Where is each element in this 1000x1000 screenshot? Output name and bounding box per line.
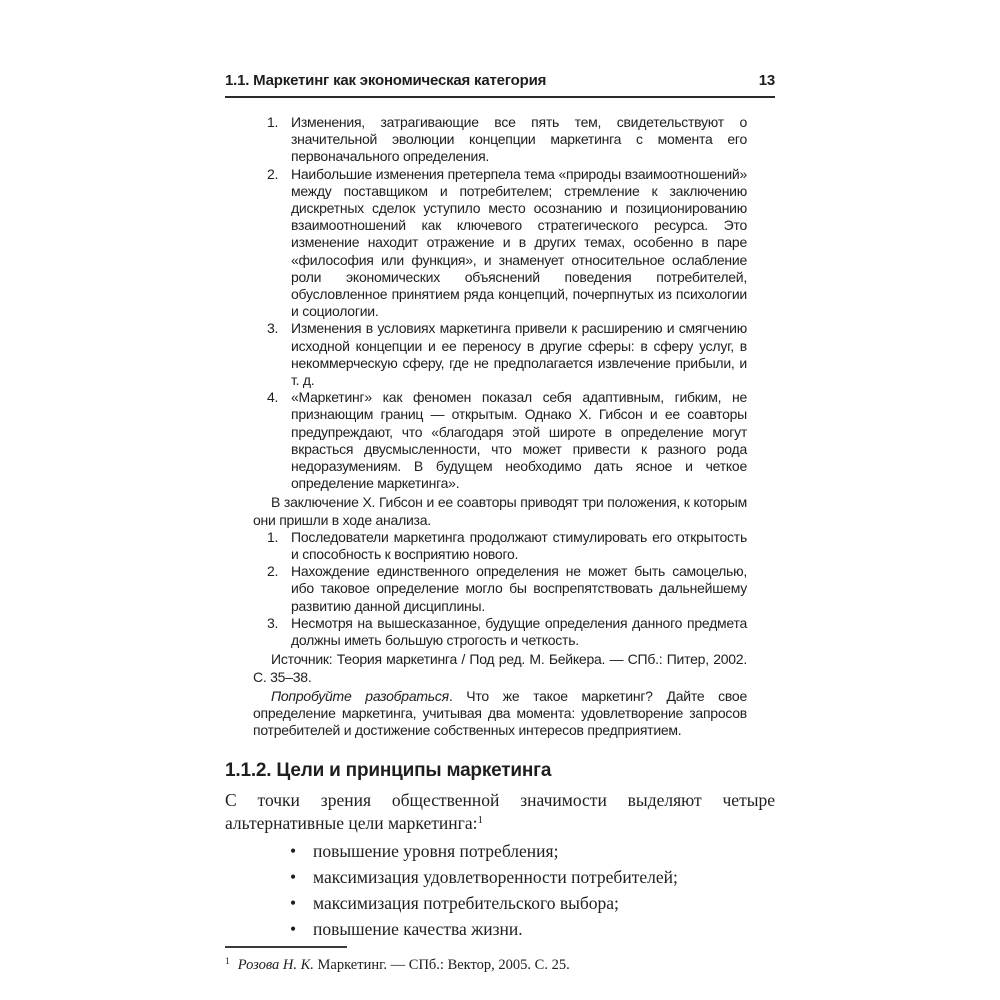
changes-numbered-list <box>253 114 747 492</box>
page-number: 13 <box>758 72 775 89</box>
list-item: Изменения, затрагивающие все пять тем, свидетельствуют о значительной эволюции концепции маркетинга с момента его первоначального определения. <box>291 114 747 165</box>
list-item: • максимизация удовлетворенности потребителей; <box>225 866 775 888</box>
goals-bullet-list <box>225 840 775 940</box>
list-item: • максимизация потребительского выбора; <box>225 892 775 914</box>
list-item: Изменения в условиях маркетинга привели к расширению и смягчению исходной концепции и ее переносу в другие сферы: в сферу услуг, в некоммерческую сферу, где не предполагается извлечение прибыли, и т. д. <box>291 320 747 389</box>
exercise-lead: Попробуйте разобраться <box>271 687 449 704</box>
running-title: 1.1. Маркетинг как экономическая категория <box>225 72 547 89</box>
footnote-citation: Маркетинг. — СПб.: Вектор, 2005. С. 25. <box>313 957 570 974</box>
list-item: • повышение уровня потребления; <box>225 840 775 862</box>
exercise-text: . Что же такое маркетинг? Дайте свое определение маркетинга, учитывая два момента: удовлетворение запросов потребителей и достижение собственных интересов предприятием. <box>253 687 747 739</box>
source-paragraph: Источник: Теория маркетинга / Под ред. М. Бейкера. — СПб.: Питер, 2002. С. 35–38. <box>253 651 747 685</box>
list-item: Несмотря на вышесказанное, будущие определения данного предмета должны иметь большую строгость и четкость. <box>291 614 747 649</box>
footnote-divider <box>225 946 347 948</box>
conclusion-paragraph: В заключение Х. Гибсон и ее соавторы приводят три положения, к которым они пришли в ходе анализа. <box>253 494 747 528</box>
exercise-paragraph <box>253 688 747 740</box>
footnote-text <box>225 953 775 974</box>
list-item: Нахождение единственного определения не может быть самоцелью, ибо таковое определение могло бы воспрепятствовать дальнейшему развитию данной дисциплины. <box>291 563 747 614</box>
excerpt-block <box>253 114 747 739</box>
footnote-number: 1 <box>225 957 230 968</box>
section-intro-text: С точки зрения общественной значимости выделяют четыре альтернативные цели маркетинга: <box>225 790 775 834</box>
positions-numbered-list <box>253 529 747 649</box>
list-item: Последователи маркетинга продолжают стимулировать его открытость и способность к восприятию нового. <box>291 528 747 563</box>
footnote <box>225 946 775 974</box>
section-heading: 1.1.2. Цели и принципы маркетинга <box>225 760 552 782</box>
footnote-reference: 1 <box>477 814 483 827</box>
list-item: «Маркетинг» как феномен показал себя адаптивным, гибким, не признающим границ — открытым. Однако Х. Гибсон и ее соавторы предупреждают, что «благодаря этой широте в определение могут вкрасться двусмысленности, что может привести к разного рода недоразумениям. В будущем необходимо дать ясное и четкое определение маркетинга». <box>291 389 747 492</box>
section-intro <box>225 789 775 835</box>
page-header <box>225 72 775 98</box>
list-item: • повышение качества жизни. <box>225 918 775 940</box>
list-item: Наибольшие изменения претерпела тема «природы взаимоотношений» между поставщиком и потребителем; стремление к заключению дискретных сделок уступило место осознанию и позиционированию взаимоотношений как ключевого стратегического ресурса. Это изменение находит отражение и в других темах, особенно в паре «философия или функция», и знаменует относительное ослабление роли экономических объяснений поведения потребителей, обусловленное принятием ряда концепций, почерпнутых из психологии и социологии. <box>291 165 747 320</box>
footnote-author: Розова Н. К. <box>237 957 314 974</box>
